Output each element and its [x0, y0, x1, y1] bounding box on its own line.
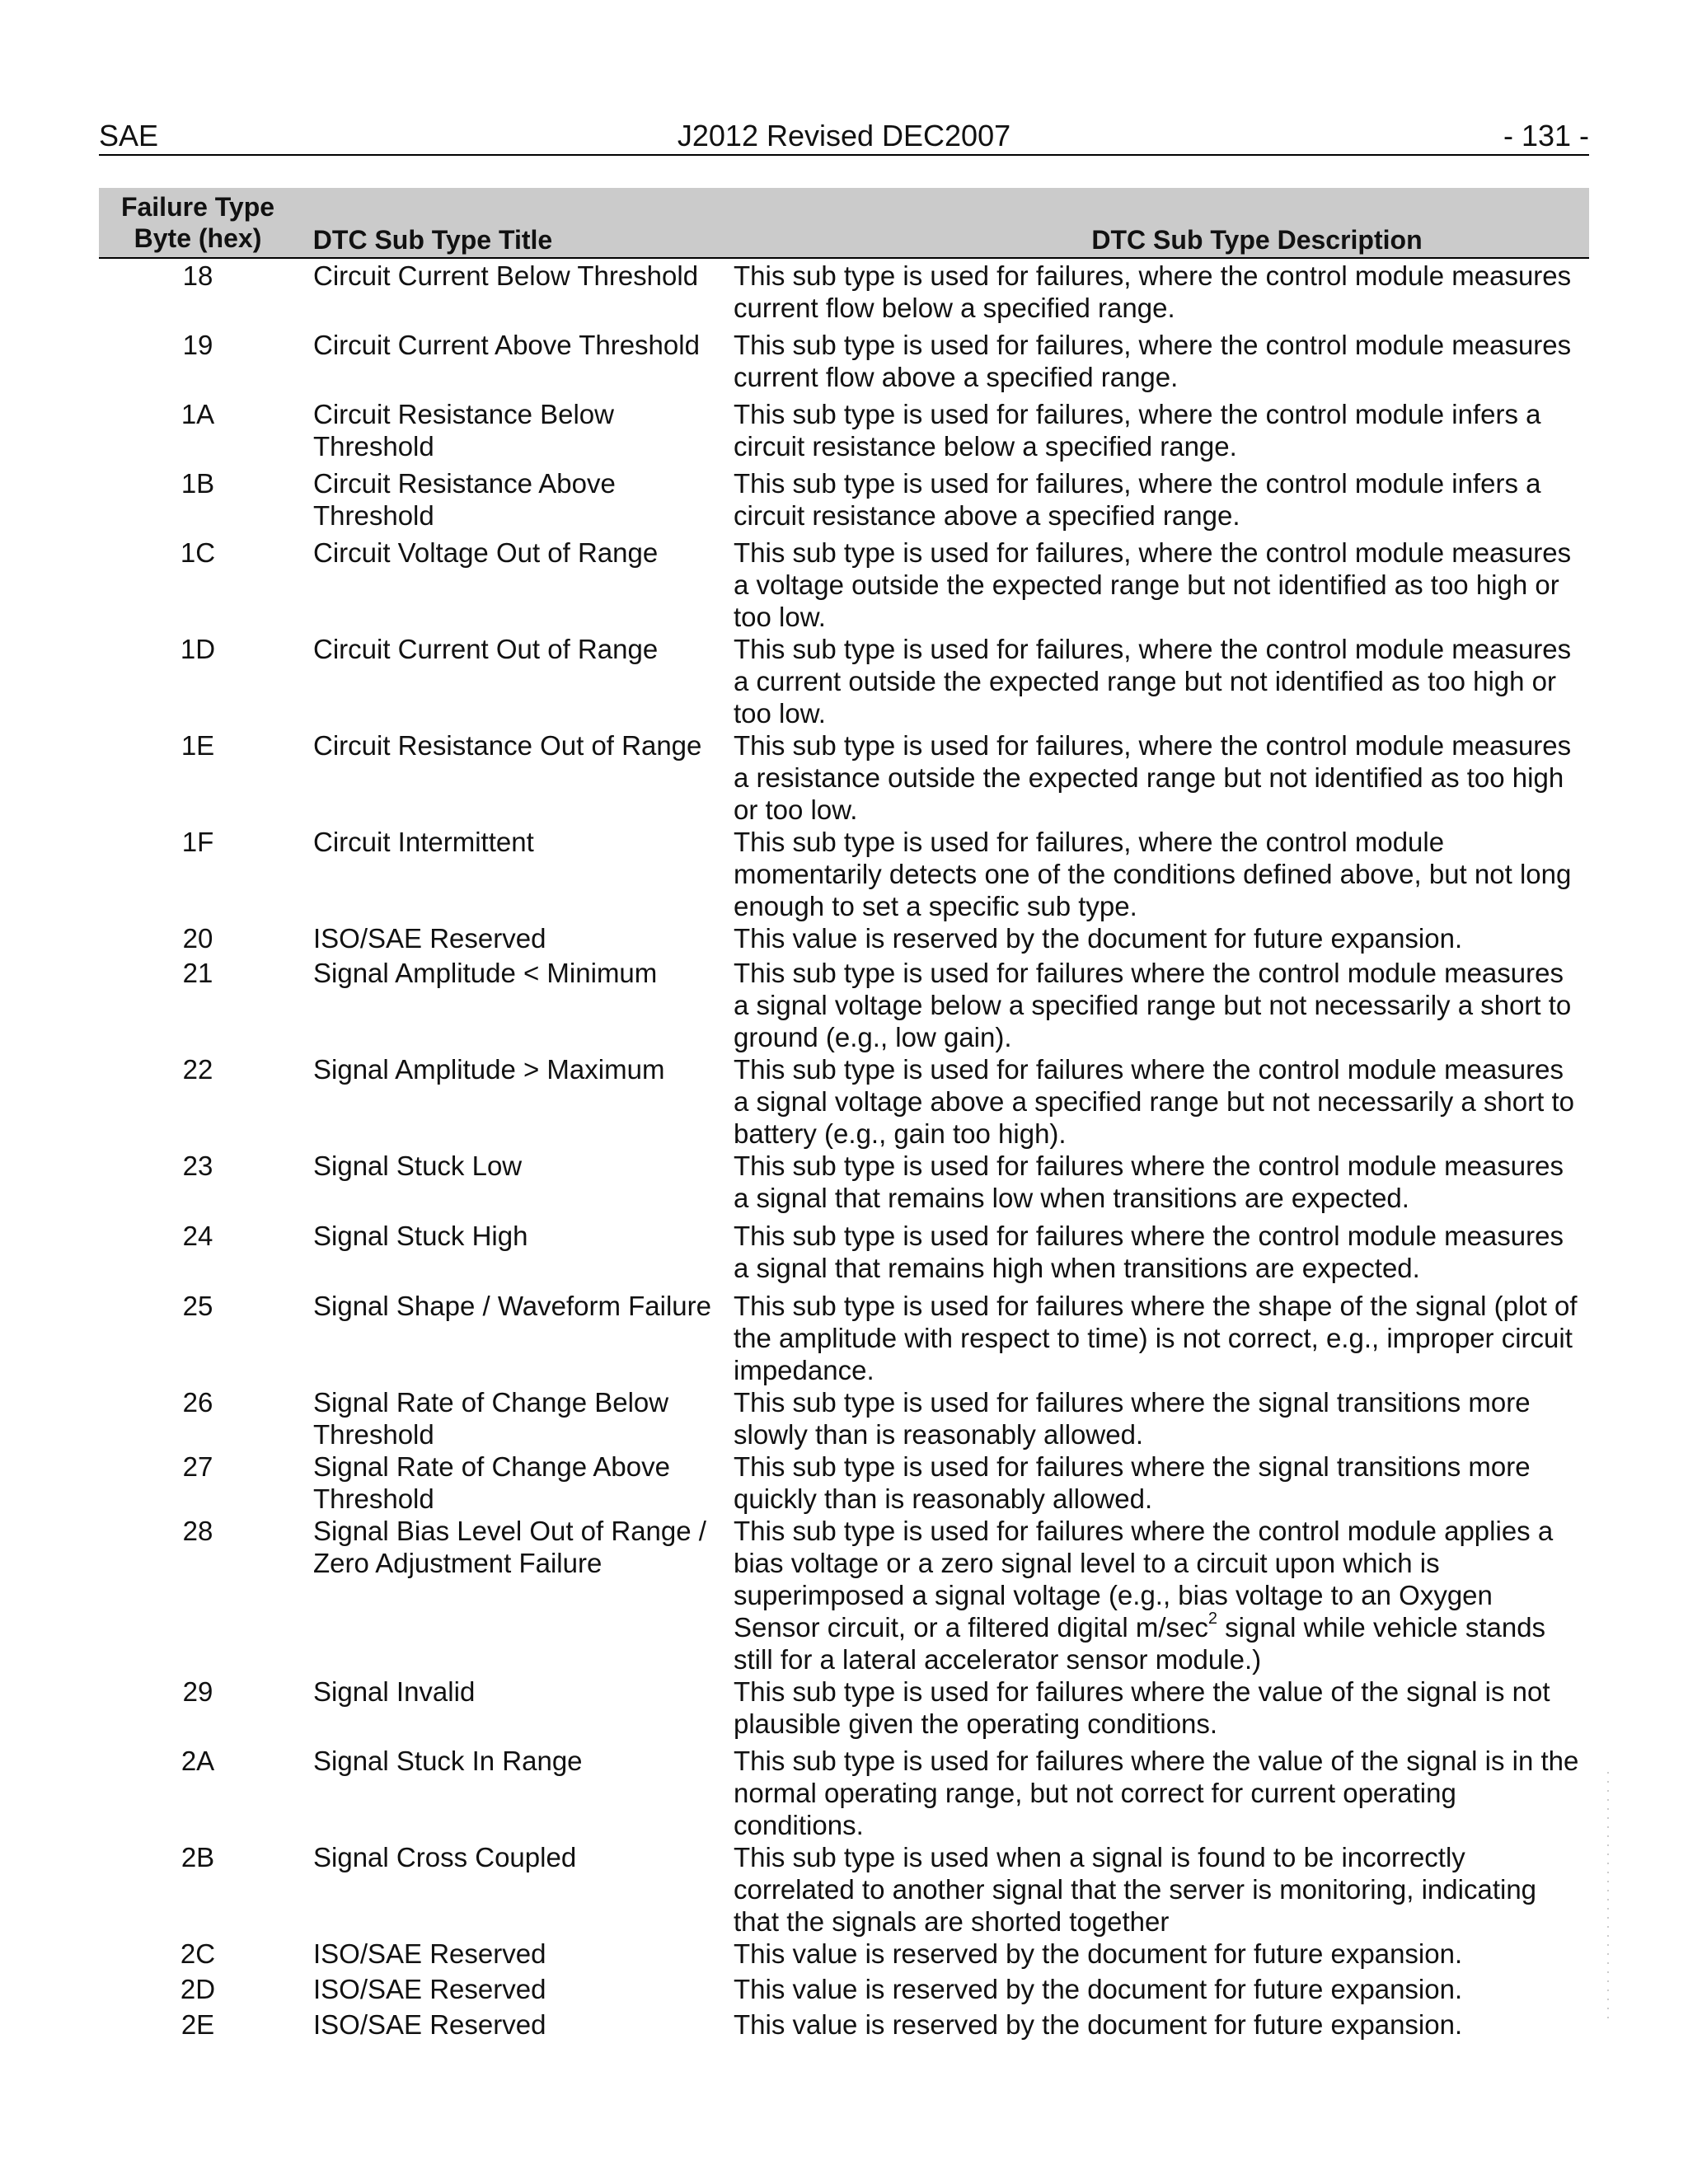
sub-type-description: This sub type is used for failures, where the control module measures a resistance outside the expected range but not identified as too high or too low.: [734, 730, 1572, 825]
sub-type-title: Signal Stuck Low: [313, 1151, 523, 1181]
sub-type-title: ISO/SAE Reserved: [313, 923, 546, 954]
table-row: [99, 1515, 1589, 1675]
table-row: [99, 1973, 1589, 2008]
sub-type-title: Signal Rate of Change Above Threshold: [313, 1451, 670, 1514]
header-page-number: - 131 -: [1503, 119, 1589, 152]
table-row: [99, 1451, 1589, 1515]
failure-type-code: 28: [182, 1516, 213, 1546]
table-row: [99, 398, 1589, 467]
failure-type-code: 18: [182, 260, 213, 291]
table-row: [99, 467, 1589, 537]
description-text: This sub type is used for failures where the control module applies a bias voltage or a zero signal level to a circuit upon which is superimposed a signal voltage (e.g., bias voltage to an Oxygen Sensor circuit, or a filtered digital m/sec: [734, 1516, 1554, 1643]
failure-type-code: 1E: [181, 730, 215, 761]
sub-type-title: Circuit Resistance Below Threshold: [313, 399, 614, 462]
table-row: [99, 537, 1589, 633]
column-header-failure-type-line1: Failure Type: [120, 192, 275, 222]
sub-type-title: Signal Stuck In Range: [313, 1746, 583, 1776]
header-org: SAE: [99, 119, 159, 152]
failure-type-code: 23: [182, 1151, 213, 1181]
sub-type-description: This value is reserved by the document for future expansion.: [734, 2009, 1463, 2040]
sub-type-description: This sub type is used for failures where the signal transitions more quickly than is reasonably allowed.: [734, 1451, 1531, 1514]
failure-type-code: 2A: [181, 1746, 215, 1776]
table-row: [99, 922, 1589, 957]
sub-type-title: ISO/SAE Reserved: [313, 2009, 546, 2040]
table-row: [99, 1150, 1589, 1220]
table-row: [99, 1386, 1589, 1451]
column-header-title: DTC Sub Type Title: [312, 225, 553, 255]
description-text-continued: signal while vehicle stands still for a lateral accelerator sensor module.): [734, 1612, 1546, 1675]
table-row: [99, 1841, 1589, 1938]
sub-type-description: This sub type is used for failures where the shape of the signal (plot of the amplitude with respect to time) is not correct, e.g., improper circuit impedance.: [734, 1291, 1578, 1385]
failure-type-code: 1C: [180, 537, 216, 568]
sub-type-description: This sub type is used for failures, where the control module measures a current outside the expected range but not identified as too high or too low.: [734, 634, 1572, 729]
sub-type-description: This sub type is used for failures, where the control module measures a voltage outside the expected range but not identified as too high or too low.: [734, 537, 1572, 632]
sub-type-title: ISO/SAE Reserved: [313, 1974, 546, 2004]
sub-type-description: [734, 1515, 1582, 1675]
page-header: [99, 118, 1589, 156]
table-row: [99, 329, 1589, 398]
sub-type-title: Signal Bias Level Out of Range / Zero Adjustment Failure: [313, 1516, 706, 1578]
table-row: [99, 260, 1589, 329]
failure-type-code: 20: [182, 923, 213, 954]
superscript-exponent: 2: [1207, 1610, 1218, 1628]
table-body: [99, 260, 1589, 2041]
table-row: [99, 1675, 1589, 1745]
table-header: [99, 188, 1589, 259]
sub-type-description: This sub type is used when a signal is found to be incorrectly correlated to another signal that the server is monitoring, indicating that the signals are shorted together: [734, 1842, 1537, 1937]
sub-type-description: This sub type is used for failures, where the control module infers a circuit resistance above a specified range.: [734, 468, 1541, 531]
table-row: [99, 729, 1589, 826]
table-row: [99, 826, 1589, 922]
sub-type-description: This value is reserved by the document for future expansion.: [734, 1938, 1463, 1969]
table-row: [99, 633, 1589, 729]
sub-type-description: This sub type is used for failures, where the control module measures current flow above a specified range.: [734, 330, 1572, 392]
table-row: [99, 1745, 1589, 1841]
sub-type-title: Signal Rate of Change Below Threshold: [313, 1387, 669, 1450]
failure-type-code: 1D: [180, 634, 216, 664]
failure-type-code: 19: [182, 330, 213, 360]
failure-type-code: 26: [182, 1387, 213, 1418]
table-row: [99, 1938, 1589, 1973]
sub-type-title: Circuit Resistance Out of Range: [313, 730, 702, 761]
failure-type-code: 29: [182, 1676, 213, 1707]
failure-type-code: 1F: [181, 827, 214, 857]
sub-type-description: This sub type is used for failures where the control module measures a signal that remains high when transitions are expected.: [734, 1221, 1564, 1283]
table-row: [99, 1053, 1589, 1150]
sub-type-description: This sub type is used for failures where the control module measures a signal that remains low when transitions are expected.: [734, 1151, 1564, 1213]
sub-type-title: Signal Shape / Waveform Failure: [313, 1291, 711, 1321]
table-row: [99, 957, 1589, 1053]
sub-type-description: This sub type is used for failures where the control module measures a signal voltage above a specified range but not necessarily a short to battery (e.g., gain too high).: [734, 1054, 1574, 1149]
column-header-failure-type-line2: Byte (hex): [134, 223, 262, 253]
sub-type-description: This sub type is used for failures where the signal transitions more slowly than is reasonably allowed.: [734, 1387, 1531, 1450]
sub-type-title: Signal Amplitude > Maximum: [313, 1054, 665, 1085]
column-header-description: DTC Sub Type Description: [1091, 225, 1423, 255]
failure-type-code: 2E: [181, 2009, 215, 2040]
sub-type-title: Signal Stuck High: [313, 1221, 528, 1251]
table-row: [99, 1290, 1589, 1386]
table-row: [99, 2008, 1589, 2041]
sub-type-title: Signal Amplitude < Minimum: [313, 958, 658, 988]
sub-type-title: Signal Cross Coupled: [313, 1842, 577, 1872]
sub-type-title: Circuit Current Above Threshold: [313, 330, 700, 360]
failure-type-code: 21: [182, 958, 213, 988]
margin-dotted-mark: [1604, 1772, 1612, 2019]
failure-type-code: 27: [182, 1451, 213, 1482]
sub-type-description: This value is reserved by the document for future expansion.: [734, 1974, 1463, 2004]
sub-type-title: Circuit Intermittent: [313, 827, 534, 857]
failure-type-code: 1B: [181, 468, 215, 499]
failure-type-code: 2C: [180, 1938, 216, 1969]
sub-type-description: This sub type is used for failures, where the control module infers a circuit resistance below a specified range.: [734, 399, 1541, 462]
header-document-id: J2012 Revised DEC2007: [677, 119, 1011, 152]
failure-type-code: 25: [182, 1291, 213, 1321]
sub-type-title: ISO/SAE Reserved: [313, 1938, 546, 1969]
sub-type-description: This sub type is used for failures where the value of the signal is not plausible given the operating conditions.: [734, 1676, 1550, 1739]
column-header-failure-type: [99, 191, 297, 254]
sub-type-title: Circuit Voltage Out of Range: [313, 537, 659, 568]
failure-type-code: 1A: [181, 399, 215, 429]
sub-type-title: Circuit Current Below Threshold: [313, 260, 699, 291]
failure-type-code: 22: [182, 1054, 213, 1085]
sub-type-description: This sub type is used for failures where the control module measures a signal voltage below a specified range but not necessarily a short to ground (e.g., low gain).: [734, 958, 1572, 1052]
sub-type-description: This value is reserved by the document for future expansion.: [734, 923, 1463, 954]
sub-type-title: Signal Invalid: [313, 1676, 476, 1707]
sub-type-description: This sub type is used for failures where the value of the signal is in the normal operating range, but not correct for current operating conditions.: [734, 1746, 1579, 1840]
sub-type-title: Circuit Current Out of Range: [313, 634, 659, 664]
failure-type-code: 2B: [181, 1842, 215, 1872]
sub-type-title: Circuit Resistance Above Threshold: [313, 468, 616, 531]
failure-type-code: 2D: [180, 1974, 216, 2004]
table-row: [99, 1220, 1589, 1290]
sub-type-description: This sub type is used for failures, where the control module measures current flow below a specified range.: [734, 260, 1572, 323]
sub-type-description: This sub type is used for failures, where the control module momentarily detects one of the conditions defined above, but not long enough to set a specific sub type.: [734, 827, 1572, 921]
failure-type-code: 24: [182, 1221, 213, 1251]
